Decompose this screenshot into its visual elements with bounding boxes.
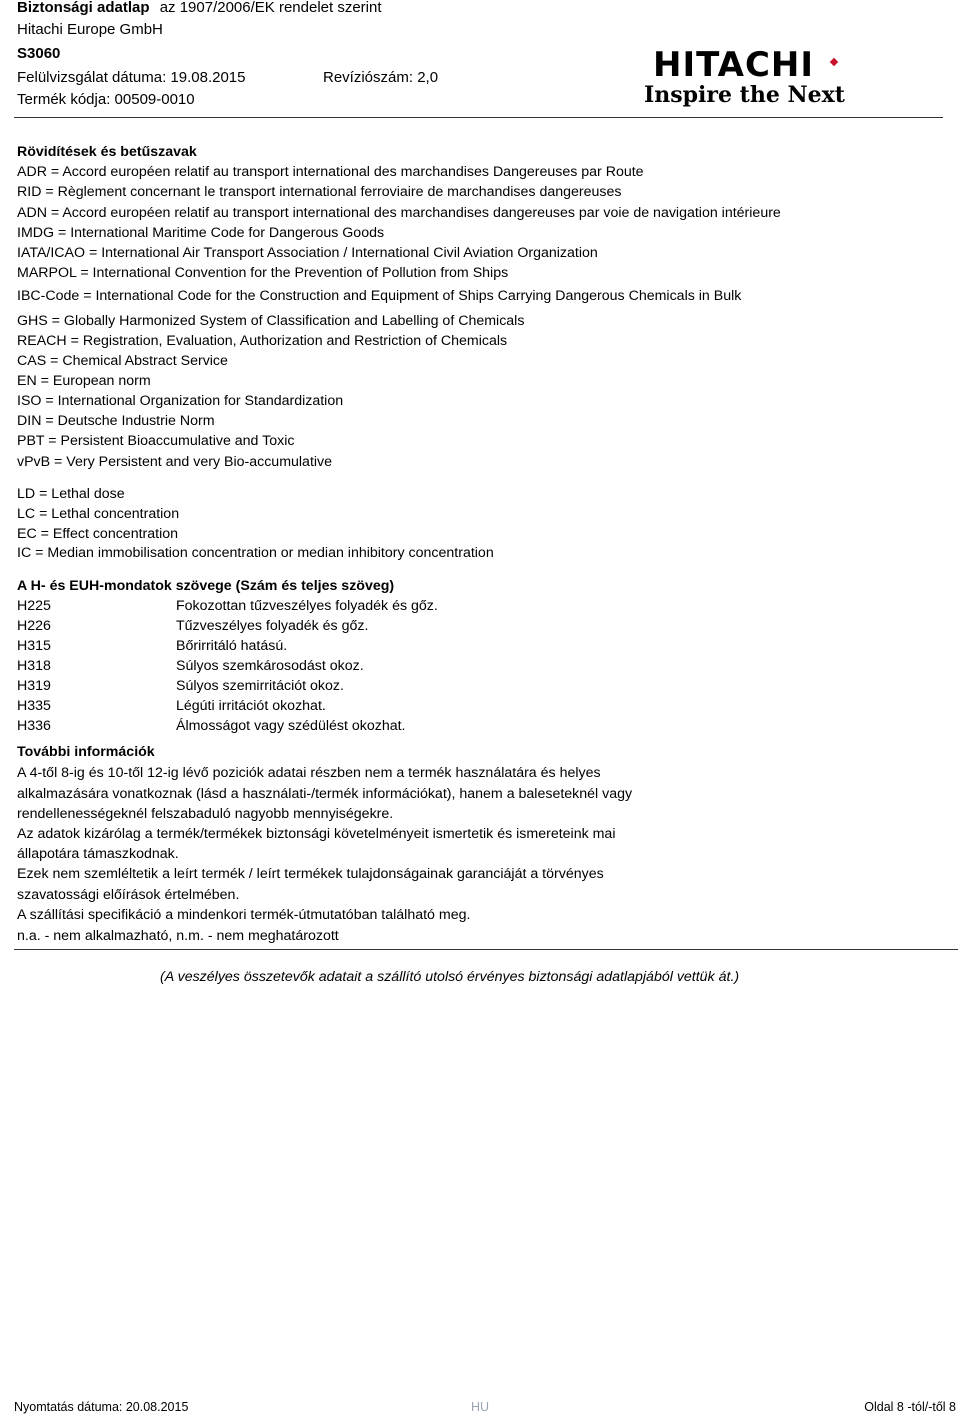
header-divider (14, 117, 943, 118)
review-date: Felülvizsgálat dátuma: 19.08.2015 (17, 69, 246, 86)
hazard-code: H226 (17, 618, 51, 634)
abbreviation-item: DIN = Deutsche Industrie Norm (17, 413, 215, 429)
further-info-line: n.a. - nem alkalmazható, n.m. - nem meghatározott (17, 928, 339, 944)
regulation-text: az 1907/2006/EK rendelet szerint (159, 0, 382, 16)
hazard-text: Súlyos szemkárosodást okoz. (176, 658, 364, 674)
logo-brand: HITACHI (653, 45, 815, 85)
abbreviations-title: Rövidítések és betűszavak (17, 144, 197, 160)
company-name: Hitachi Europe GmbH (17, 21, 163, 38)
further-info-line: Ezek nem szemléltetik a leírt termék / leírt termékek tulajdonságainak garanciáját a törvényes (17, 866, 604, 882)
product-id: S3060 (17, 45, 61, 62)
abbreviation-item: vPvB = Very Persistent and very Bio-accumulative (17, 454, 333, 470)
hazard-text: Tűzveszélyes folyadék és gőz. (176, 618, 369, 634)
hazard-code: H335 (17, 698, 51, 714)
abbreviation-item: EN = European norm (17, 373, 151, 389)
further-info-line: alkalmazására vonatkoznak (lásd a használati-/termék információkat), hanem a baleseteknél vagy (17, 786, 633, 802)
section-divider (14, 949, 958, 950)
source-footnote: (A veszélyes összetevők adatait a szállító utolsó érvényes biztonsági adatlapjából vettük át.) (160, 969, 740, 985)
abbreviation-item: ADR = Accord européen relatif au transport international des marchandises Dangereuses par Route (17, 164, 644, 180)
further-info-line: Az adatok kizárólag a termék/termékek biztonsági követelményeit ismertetik és ismereteink mai (17, 826, 616, 842)
hazard-text: Fokozottan tűzveszélyes folyadék és gőz. (176, 598, 438, 614)
hazard-code: H336 (17, 718, 51, 734)
hazard-code: H319 (17, 678, 51, 694)
print-date: Nyomtatás dátuma: 20.08.2015 (14, 1400, 189, 1414)
abbreviation-item: MARPOL = International Convention for the Prevention of Pollution from Ships (17, 265, 509, 281)
hazard-code: H225 (17, 598, 51, 614)
further-info-line: A szállítási specifikáció a mindenkori termék-útmutatóban található meg. (17, 907, 471, 923)
further-info-title: További információk (17, 744, 155, 760)
hazard-text: Légúti irritációt okozhat. (176, 698, 326, 714)
abbreviation-item: PBT = Persistent Bioaccumulative and Toxic (17, 433, 295, 449)
further-info-line: A 4-től 8-ig és 10-től 12-ig lévő poziciók adatai részben nem a termék használatára és helyes (17, 765, 601, 781)
abbreviation-item: IATA/ICAO = International Air Transport Association / International Civil Aviation Organization (17, 245, 598, 261)
page-number: Oldal 8 -tól/-től 8 (864, 1400, 956, 1414)
product-code: Termék kódja: 00509-0010 (17, 91, 195, 108)
abbreviation-item: IC = Median immobilisation concentration or median inhibitory concentration (17, 545, 494, 561)
hazard-text: Súlyos szemirritációt okoz. (176, 678, 344, 694)
language-code: HU (471, 1400, 490, 1414)
abbreviation-item: IBC-Code = International Code for the Construction and Equipment of Ships Carrying Dangerous Chemicals in Bulk (17, 288, 742, 304)
hazard-text: Bőrirritáló hatású. (176, 638, 288, 654)
abbreviation-item: IMDG = International Maritime Code for Dangerous Goods (17, 225, 385, 241)
hazard-statements-title: A H- és EUH-mondatok szövege (Szám és teljes szöveg) (17, 578, 395, 594)
abbreviation-item: ADN = Accord européen relatif au transport international des marchandises dangereuses par voie de navigation intérieure (17, 205, 781, 221)
hazard-code: H315 (17, 638, 51, 654)
further-info-line: szavatossági előírások értelmében. (17, 887, 240, 903)
abbreviation-item: LD = Lethal dose (17, 486, 125, 502)
logo-accent-mark (830, 58, 838, 66)
abbreviation-item: LC = Lethal concentration (17, 506, 180, 522)
further-info-line: állapotára támaszkodnak. (17, 846, 179, 862)
abbreviation-item: CAS = Chemical Abstract Service (17, 353, 228, 369)
abbreviation-item: RID = Règlement concernant le transport international ferroviaire de marchandises dangereuses (17, 184, 622, 200)
hazard-code: H318 (17, 658, 51, 674)
revision-number: Revíziószám: 2,0 (323, 69, 439, 86)
abbreviation-item: EC = Effect concentration (17, 526, 179, 542)
hazard-text: Álmosságot vagy szédülést okozhat. (176, 718, 406, 734)
logo-tagline: Inspire the Next (644, 82, 845, 108)
further-info-line: rendellenességeknél felszabaduló nagyobb mennyiségekre. (17, 806, 394, 822)
abbreviation-item: GHS = Globally Harmonized System of Classification and Labelling of Chemicals (17, 313, 525, 329)
abbreviation-item: ISO = International Organization for Standardization (17, 393, 344, 409)
document-title: Biztonsági adatlap (17, 0, 150, 16)
abbreviation-item: REACH = Registration, Evaluation, Authorization and Restriction of Chemicals (17, 333, 508, 349)
